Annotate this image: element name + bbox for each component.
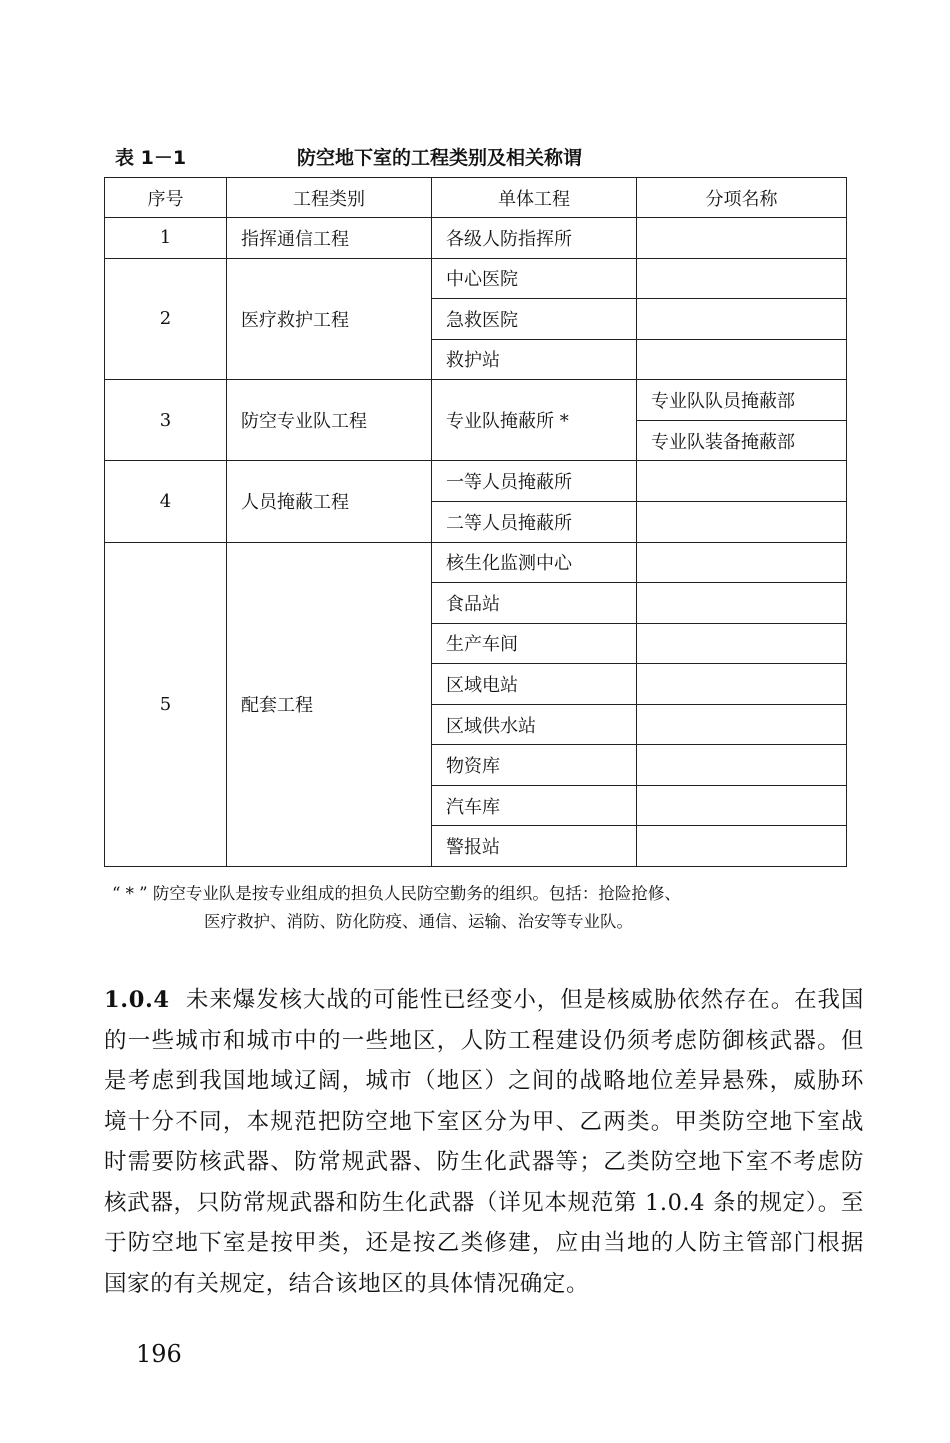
unit-cell: 一等人员掩蔽所: [432, 461, 637, 502]
serial-cell: 1: [105, 218, 227, 259]
unit-cell: 物资库: [432, 745, 637, 786]
unit-cell: 汽车库: [432, 785, 637, 826]
category-cell: 指挥通信工程: [227, 218, 432, 259]
engineering-category-table: [104, 177, 846, 867]
section-number: 1.0.4: [104, 987, 170, 1013]
unit-cell: 区域电站: [432, 664, 637, 705]
unit-cell: 生产车间: [432, 623, 637, 664]
unit-cell: 二等人员掩蔽所: [432, 501, 637, 542]
item-cell: [637, 583, 847, 624]
section-text: 未来爆发核大战的可能性已经变小，但是核威胁依然存在。在我国的一些城市和城市中的一些地区，人防工程建设仍须考虑防御核武器。但是考虑到我国地域辽阔，城市（地区）之间的战略地位差异悬殊，威胁环境十分不同，本规范把防空地下室区分为甲、乙两类。甲类防空地下室战时需要防核武器、防常规武器、防生化武器等；乙类防空地下室不考虑防核武器，只防常规武器和防生化武器（详见本规范第 1.0.4 条的规定）。至于防空地下室是按甲类，还是按乙类修建，应由当地的人防主管部门根据国家的有关规定，结合该地区的具体情况确定。: [104, 987, 864, 1297]
item-cell: [637, 542, 847, 583]
item-cell: [637, 826, 847, 867]
item-cell: [637, 623, 847, 664]
category-cell: 人员掩蔽工程: [227, 461, 432, 542]
footnote-line-2: 医疗救护、消防、防化防疫、通信、运输、治安等专业队。: [204, 912, 633, 931]
item-cell: 专业队队员掩蔽部: [637, 380, 847, 421]
item-cell: [637, 664, 847, 705]
item-cell: [637, 704, 847, 745]
unit-cell: 食品站: [432, 583, 637, 624]
item-cell: [637, 501, 847, 542]
serial-cell: 5: [105, 542, 227, 867]
page-number: 196: [136, 1340, 182, 1368]
item-cell: [637, 785, 847, 826]
item-cell: [637, 745, 847, 786]
item-cell: [637, 339, 847, 380]
category-cell: 医疗救护工程: [227, 258, 432, 380]
unit-cell: 警报站: [432, 826, 637, 867]
serial-cell: 4: [105, 461, 227, 542]
header-serial: 序号: [105, 178, 227, 218]
item-cell: [637, 218, 847, 259]
unit-cell: 急救医院: [432, 299, 637, 340]
category-cell: 防空专业队工程: [227, 380, 432, 461]
unit-cell: 救护站: [432, 339, 637, 380]
unit-cell: 中心医院: [432, 258, 637, 299]
header-category: 工程类别: [227, 178, 432, 218]
header-item: 分项名称: [637, 178, 847, 218]
item-cell: [637, 258, 847, 299]
item-cell: [637, 461, 847, 502]
serial-cell: 2: [105, 258, 227, 380]
unit-cell: 专业队掩蔽所 *: [432, 380, 637, 461]
unit-cell: 各级人防指挥所: [432, 218, 637, 259]
footnote-line-1: “ * ” 防空专业队是按专业组成的担负人民防空勤务的组织。包括：抢险抢修、: [112, 884, 681, 903]
table-title: 防空地下室的工程类别及相关称谓: [297, 147, 583, 169]
header-unit: 单体工程: [432, 178, 637, 218]
item-cell: [637, 299, 847, 340]
table-number: 表 1－1: [115, 147, 187, 169]
category-cell: 配套工程: [227, 542, 432, 867]
table-caption: [115, 140, 845, 170]
unit-cell: 核生化监测中心: [432, 542, 637, 583]
section-paragraph: [104, 980, 864, 1304]
serial-cell: 3: [105, 380, 227, 461]
table-footnote: [112, 880, 882, 936]
item-cell: 专业队装备掩蔽部: [637, 420, 847, 461]
unit-cell: 区域供水站: [432, 704, 637, 745]
